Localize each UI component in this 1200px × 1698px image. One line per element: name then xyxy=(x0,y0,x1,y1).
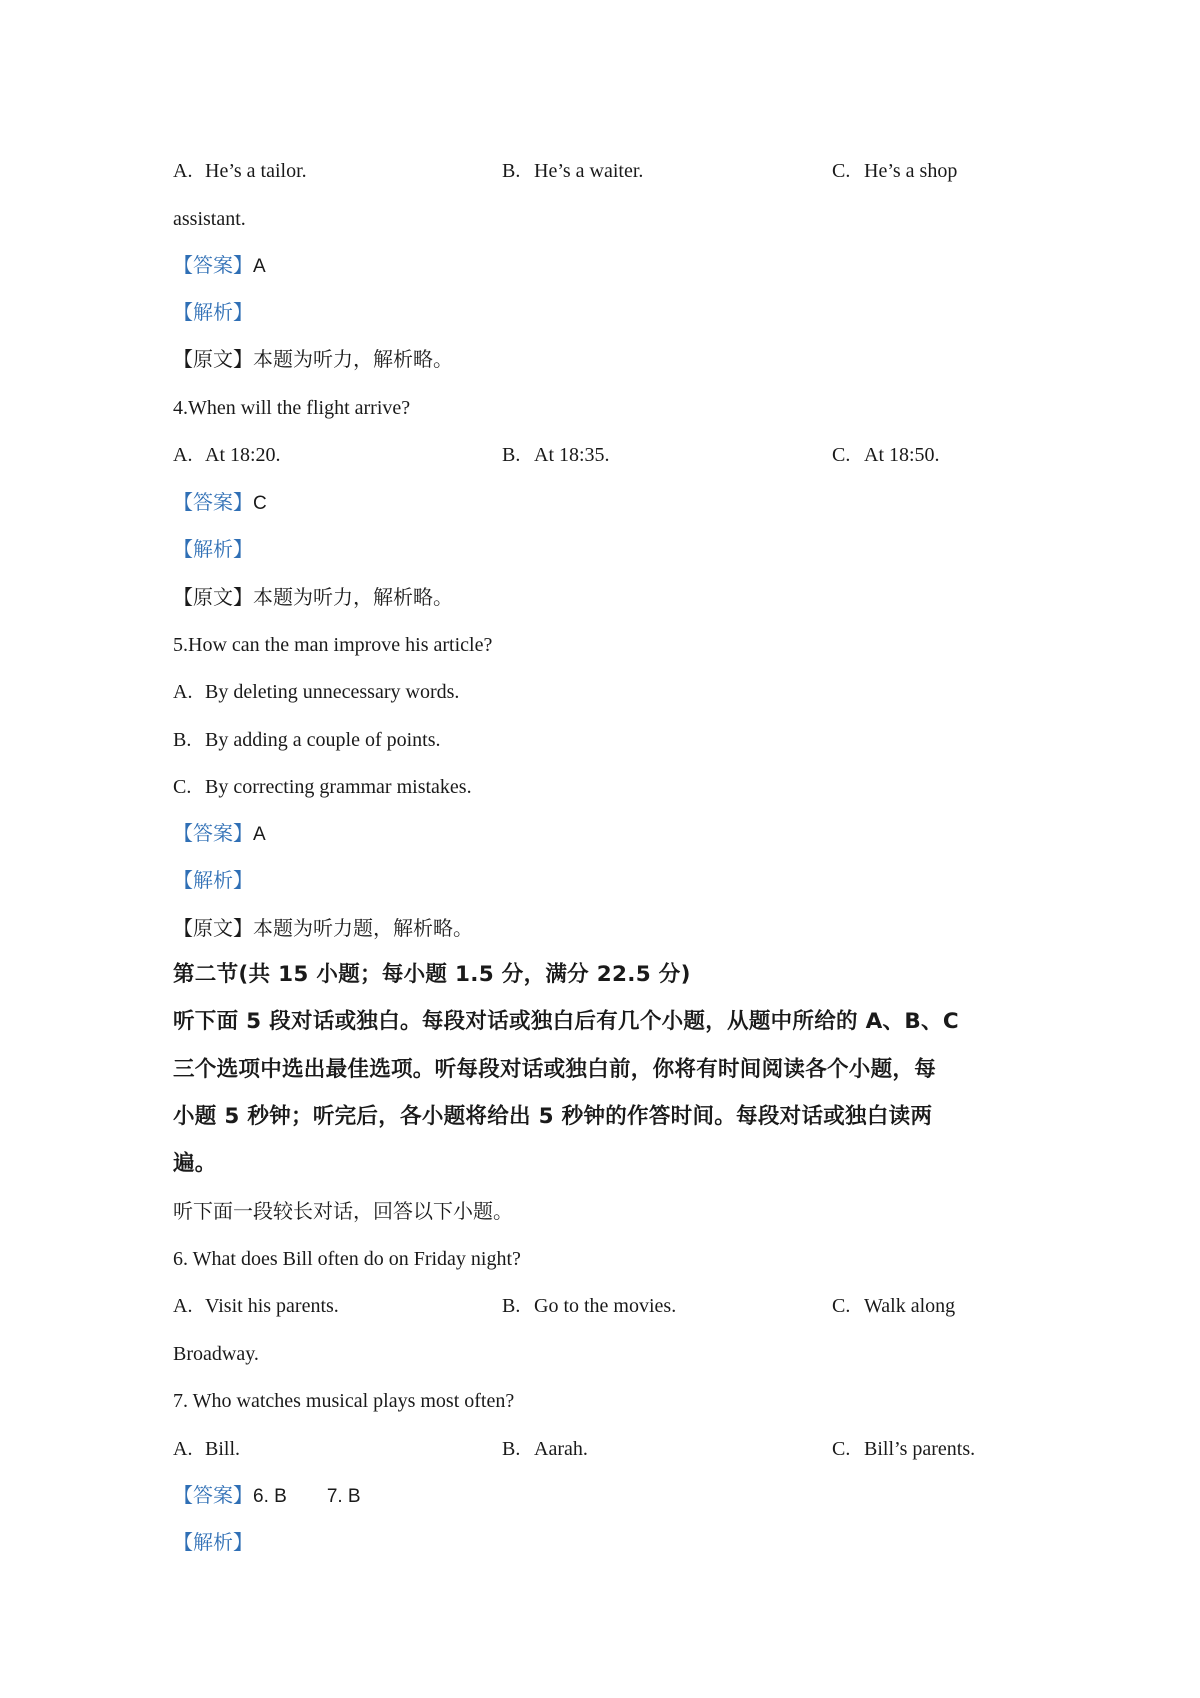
q5-option-b: B. By adding a couple of points. xyxy=(173,729,441,751)
answer-label: 【答案】 xyxy=(173,1485,253,1507)
q3-analysis-label: 【解析】 xyxy=(173,302,253,324)
answer-value: C xyxy=(253,493,267,514)
q6-q7-analysis-label: 【解析】 xyxy=(173,1532,253,1554)
q6-option-c-wrap: Broadway. xyxy=(173,1343,259,1365)
q3-option-c: C. He’s a shop xyxy=(832,160,958,182)
q3-original xyxy=(173,347,453,373)
q3-option-c-wrap: assistant. xyxy=(173,208,246,230)
q4-analysis-label: 【解析】 xyxy=(173,539,253,561)
answer-value: A xyxy=(253,824,266,845)
q3-option-a: A. He’s a tailor. xyxy=(173,160,307,182)
original-text: 本题为听力题，解析略。 xyxy=(253,918,473,940)
q6-option-b: B. Go to the movies. xyxy=(502,1295,677,1317)
q7-question: 7. Who watches musical plays most often? xyxy=(173,1390,515,1412)
q5-original xyxy=(173,916,473,942)
answer-value-7: 7. B xyxy=(326,1486,361,1507)
q7-option-c: C. Bill’s parents. xyxy=(832,1438,976,1460)
q5-question: 5.How can the man improve his article? xyxy=(173,634,493,656)
q5-option-a: A. By deleting unnecessary words. xyxy=(173,681,460,703)
q7-option-a: A. Bill. xyxy=(173,1438,241,1460)
q6-option-c: C. Walk along xyxy=(832,1295,956,1317)
answer-value: A xyxy=(253,256,266,277)
q6-option-a: A. Visit his parents. xyxy=(173,1295,339,1317)
section2-instruction-line: 遍。 xyxy=(173,1151,217,1176)
answer-value-6: 6. B xyxy=(253,1486,287,1507)
original-label: 【原文】 xyxy=(173,349,253,371)
q6-question: 6. What does Bill often do on Friday night? xyxy=(173,1248,521,1270)
q3-answer xyxy=(173,253,266,280)
q4-option-c: C. At 18:50. xyxy=(832,444,940,466)
q4-question: 4.When will the flight arrive? xyxy=(173,397,411,419)
original-label: 【原文】 xyxy=(173,918,253,940)
q5-answer xyxy=(173,821,266,848)
answer-label: 【答案】 xyxy=(173,255,253,277)
q5-option-c: C. By correcting grammar mistakes. xyxy=(173,776,472,798)
original-text: 本题为听力，解析略。 xyxy=(253,587,453,609)
q7-option-b: B. Aarah. xyxy=(502,1438,588,1460)
answer-label: 【答案】 xyxy=(173,492,253,514)
section2-instruction-line: 听下面 5 段对话或独白。每段对话或独白后有几个小题，从题中所给的 A、B、C xyxy=(173,1009,959,1034)
q4-option-b: B. At 18:35. xyxy=(502,444,610,466)
q6-q7-answer xyxy=(173,1483,361,1510)
q4-option-a: A. At 18:20. xyxy=(173,444,281,466)
q5-analysis-label: 【解析】 xyxy=(173,870,253,892)
section2-instruction-line: 三个选项中选出最佳选项。听每段对话或独白前，你将有时间阅读各个小题，每 xyxy=(173,1057,937,1082)
section2-instruction-line: 小题 5 秒钟；听完后，各小题将给出 5 秒钟的作答时间。每段对话或独白读两 xyxy=(173,1104,933,1129)
original-label: 【原文】 xyxy=(173,587,253,609)
q3-option-b: B. He’s a waiter. xyxy=(502,160,644,182)
section2-sub-instruction: 听下面一段较长对话，回答以下小题。 xyxy=(173,1201,513,1223)
answer-label: 【答案】 xyxy=(173,823,253,845)
q4-answer xyxy=(173,490,267,517)
q4-original xyxy=(173,585,453,611)
original-text: 本题为听力，解析略。 xyxy=(253,349,453,371)
section2-heading: 第二节(共 15 小题；每小题 1.5 分，满分 22.5 分) xyxy=(173,962,691,987)
